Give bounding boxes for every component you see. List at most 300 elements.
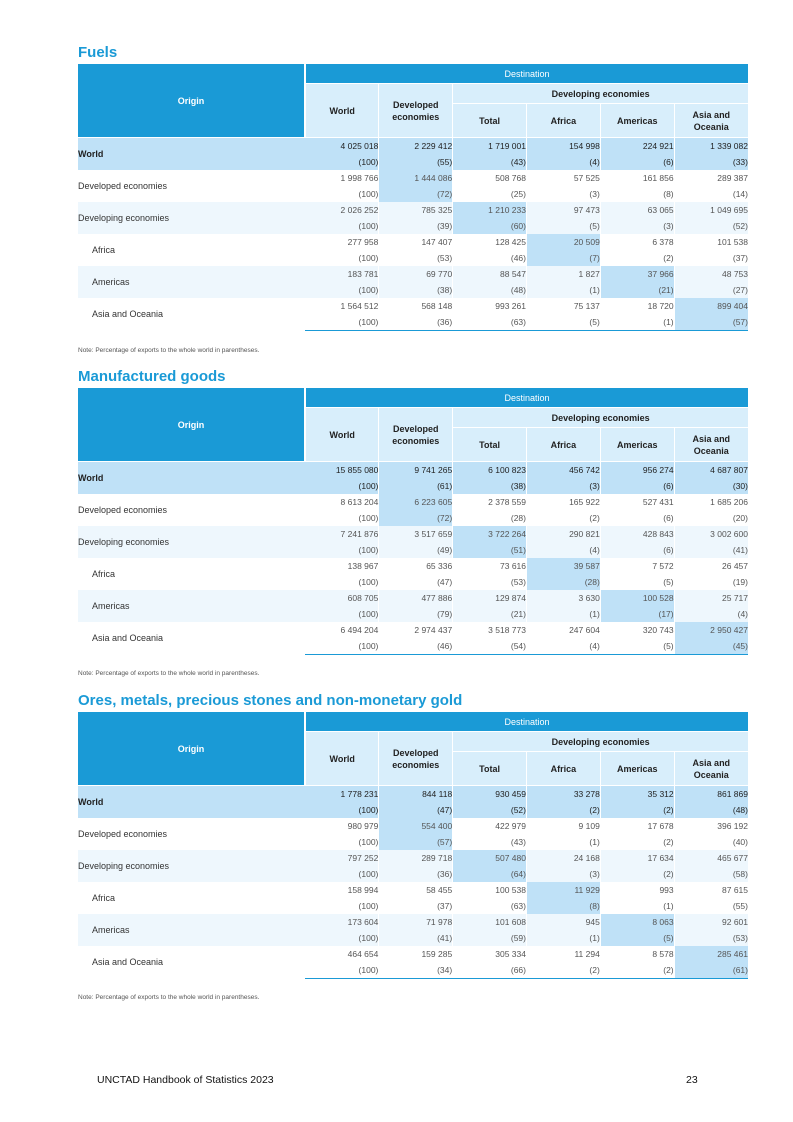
value-cell: 797 252 [305, 850, 379, 866]
developed-header-line2: economies [392, 111, 440, 122]
share-cell: (100) [305, 542, 379, 558]
developed-header-line2: economies [392, 435, 440, 446]
section-title-fuels: Fuels [78, 44, 118, 61]
value-cell: 17 634 [600, 850, 674, 866]
share-cell: (79) [379, 606, 453, 622]
share-cell: (38) [453, 478, 527, 494]
share-cell: (72) [379, 510, 453, 526]
share-cell: (2) [600, 866, 674, 882]
table-row-asia-and-oceania-values [78, 622, 748, 638]
share-cell: (72) [379, 186, 453, 202]
developing-economies-group-header: Developing economies [453, 84, 748, 104]
share-cell: (100) [305, 574, 379, 590]
value-cell: 4 687 807 [674, 462, 748, 479]
share-cell: (45) [674, 638, 748, 655]
value-cell: 4 025 018 [305, 138, 379, 155]
value-cell: 527 431 [600, 494, 674, 510]
table-manufactured-goods [78, 388, 748, 655]
page-number: 23 [686, 1074, 698, 1086]
value-cell: 2 974 437 [379, 622, 453, 638]
value-cell: 48 753 [674, 266, 748, 282]
value-cell: 158 994 [305, 882, 379, 898]
value-cell: 554 400 [379, 818, 453, 834]
value-cell: 6 100 823 [453, 462, 527, 479]
value-cell: 39 587 [527, 558, 601, 574]
table-row-asia-and-oceania-values [78, 298, 748, 314]
value-cell: 3 002 600 [674, 526, 748, 542]
value-cell: 277 958 [305, 234, 379, 250]
total-column-header: Total [453, 104, 527, 138]
value-cell: 2 950 427 [674, 622, 748, 638]
value-cell: 65 336 [379, 558, 453, 574]
table-row-africa-values [78, 558, 748, 574]
share-cell: (36) [379, 866, 453, 882]
section-title-manufactured-goods: Manufactured goods [78, 368, 226, 385]
share-cell: (37) [732, 253, 748, 263]
share-cell: (55) [379, 154, 453, 170]
table-fuels [78, 64, 748, 331]
americas-column-header: Americas [600, 104, 674, 138]
share-cell: (53) [379, 250, 453, 266]
africa-column-header: Africa [527, 428, 601, 462]
value-cell: 6 378 [600, 234, 674, 250]
value-cell: 100 528 [600, 590, 674, 606]
value-cell: 9 741 265 [379, 462, 453, 479]
value-cell: 3 517 659 [379, 526, 453, 542]
share-cell: (63) [453, 314, 527, 331]
developing-economies-group-header: Developing economies [453, 732, 748, 752]
share-cell: (39) [379, 218, 453, 234]
row-label-developing-economies: Developing economies [78, 202, 305, 234]
value-cell: 945 [527, 914, 601, 930]
share-cell: (38) [379, 282, 453, 298]
value-cell: 1 827 [527, 266, 601, 282]
value-cell: 3 630 [527, 590, 601, 606]
value-cell: 15 855 080 [305, 462, 379, 479]
value-cell: 8 063 [600, 914, 674, 930]
developed-economies-column-header [379, 408, 453, 462]
value-cell: 224 921 [600, 138, 674, 155]
value-cell: 173 604 [305, 914, 379, 930]
share-cell: (100) [305, 282, 379, 298]
value-cell: 320 743 [600, 622, 674, 638]
share-cell: (6) [600, 510, 674, 526]
share-cell: (2) [600, 250, 674, 266]
value-cell: 17 678 [600, 818, 674, 834]
value-cell: 154 998 [527, 138, 601, 155]
share-cell: (41) [379, 930, 453, 946]
destination-header: Destination [305, 64, 748, 84]
share-cell: (2) [527, 962, 601, 979]
share-cell: (100) [305, 638, 379, 655]
share-cell: (48) [453, 282, 527, 298]
share-cell: (63) [453, 898, 527, 914]
value-cell: 101 538 [717, 237, 748, 247]
africa-column-header: Africa [527, 752, 601, 786]
share-cell: (48) [674, 802, 748, 818]
value-cell: 128 425 [453, 234, 527, 250]
share-cell: (57) [379, 834, 453, 850]
share-cell: (100) [305, 478, 379, 494]
row-label-americas: Americas [78, 266, 305, 298]
destination-header: Destination [305, 388, 748, 408]
origin-header: Origin [78, 64, 305, 138]
value-cell: 2 026 252 [305, 202, 379, 218]
americas-column-header: Americas [600, 428, 674, 462]
value-cell: 1 339 082 [674, 138, 748, 155]
share-cell: (1) [527, 282, 601, 298]
value-cell: 608 705 [305, 590, 379, 606]
developed-header-line1: Developed [393, 423, 439, 434]
value-cell: 396 192 [717, 821, 748, 831]
value-cell: 568 148 [379, 298, 453, 314]
value-cell: 1 685 206 [710, 497, 748, 507]
share-cell: (2) [600, 962, 674, 979]
table-row-africa-values [78, 234, 748, 250]
value-cell: 101 608 [453, 914, 527, 930]
value-cell: 2 378 559 [453, 494, 527, 510]
row-label-world: World [78, 786, 305, 819]
share-cell: (4) [527, 542, 601, 558]
value-cell: 422 979 [453, 818, 527, 834]
value-cell: 1 564 512 [305, 298, 379, 314]
share-cell: (57) [674, 314, 748, 331]
table-row-americas-values [78, 914, 748, 930]
share-cell: (25) [453, 186, 527, 202]
value-cell: 3 518 773 [453, 622, 527, 638]
share-cell: (27) [674, 282, 748, 298]
table-ores-metals [78, 712, 748, 979]
value-cell: 75 137 [527, 298, 601, 314]
share-cell: (46) [453, 250, 527, 266]
developed-header-line1: Developed [393, 747, 439, 758]
value-cell: 26 457 [722, 561, 748, 571]
share-cell: (19) [732, 577, 748, 587]
value-cell: 785 325 [379, 202, 453, 218]
table-row-americas-values [78, 266, 748, 282]
asia-header-line2: Oceania [693, 121, 729, 132]
world-column-header: World [305, 732, 379, 786]
share-cell: (55) [732, 901, 748, 911]
value-cell: 305 334 [453, 946, 527, 962]
value-cell: 247 604 [527, 622, 601, 638]
share-cell: (43) [453, 154, 527, 170]
share-cell: (100) [305, 218, 379, 234]
row-label-africa: Africa [92, 893, 116, 903]
share-cell: (7) [527, 250, 601, 266]
share-cell: (100) [305, 930, 379, 946]
value-cell: 993 261 [453, 298, 527, 314]
value-cell: 18 720 [600, 298, 674, 314]
row-label-developed-economies: Developed economies [78, 505, 168, 515]
value-cell: 57 525 [527, 170, 601, 186]
share-cell: (20) [732, 513, 748, 523]
table-row-americas-values [78, 590, 748, 606]
value-cell: 138 967 [305, 558, 379, 574]
value-cell: 428 843 [600, 526, 674, 542]
value-cell: 993 [600, 882, 674, 898]
value-cell: 1 719 001 [453, 138, 527, 155]
value-cell: 508 768 [453, 170, 527, 186]
share-cell: (8) [527, 898, 601, 914]
table-row-africa-values [78, 882, 748, 898]
value-cell: 290 821 [527, 526, 601, 542]
value-cell: 1 444 086 [379, 170, 453, 186]
value-cell: 25 717 [674, 590, 748, 606]
asia-header-line2: Oceania [693, 445, 729, 456]
value-cell: 956 274 [600, 462, 674, 479]
value-cell: 9 109 [527, 818, 601, 834]
share-cell: (100) [305, 510, 379, 526]
value-cell: 844 118 [379, 786, 453, 803]
share-cell: (3) [527, 478, 601, 494]
share-cell: (61) [674, 962, 748, 979]
share-cell: (52) [453, 802, 527, 818]
share-cell: (61) [379, 478, 453, 494]
share-cell: (4) [527, 154, 601, 170]
value-cell: 71 978 [379, 914, 453, 930]
share-cell: (5) [527, 314, 601, 331]
share-cell: (28) [453, 510, 527, 526]
table-row-developed-economies-values [78, 818, 748, 834]
share-cell: (3) [600, 218, 674, 234]
value-cell: 1 049 695 [674, 202, 748, 218]
value-cell: 88 547 [453, 266, 527, 282]
share-cell: (1) [527, 834, 601, 850]
share-cell: (36) [379, 314, 453, 331]
value-cell: 507 480 [453, 850, 527, 866]
value-cell: 7 572 [600, 558, 674, 574]
share-cell: (58) [674, 866, 748, 882]
footer-publication-title: UNCTAD Handbook of Statistics 2023 [97, 1074, 274, 1086]
row-label-developing-economies: Developing economies [78, 850, 305, 882]
share-cell: (2) [600, 834, 674, 850]
row-label-africa: Africa [92, 569, 116, 579]
share-cell: (52) [674, 218, 748, 234]
share-cell: (100) [305, 314, 379, 331]
share-cell: (2) [527, 510, 601, 526]
share-cell: (51) [453, 542, 527, 558]
row-label-world: World [78, 138, 305, 171]
value-cell: 1 778 231 [305, 786, 379, 803]
asia-header-line1: Asia and [692, 433, 731, 444]
value-cell: 285 461 [674, 946, 748, 962]
value-cell: 8 578 [600, 946, 674, 962]
value-cell: 930 459 [453, 786, 527, 803]
share-cell: (5) [527, 218, 601, 234]
share-cell: (53) [674, 930, 748, 946]
share-cell: (5) [600, 574, 674, 590]
share-cell: (40) [732, 837, 748, 847]
share-cell: (100) [305, 606, 379, 622]
asia-oceania-column-header [674, 752, 748, 786]
share-cell: (6) [600, 542, 674, 558]
total-column-header: Total [453, 752, 527, 786]
table-row-developing-economies-values [78, 202, 748, 218]
row-label-developed-economies: Developed economies [78, 829, 168, 839]
share-cell: (21) [600, 282, 674, 298]
value-cell: 456 742 [527, 462, 601, 479]
value-cell: 1 998 766 [305, 170, 379, 186]
table-note: Note: Percentage of exports to the whole world in parentheses. [78, 670, 260, 677]
value-cell: 980 979 [305, 818, 379, 834]
share-cell: (49) [379, 542, 453, 558]
value-cell: 100 538 [453, 882, 527, 898]
table-row-world-values [78, 462, 748, 479]
value-cell: 159 285 [379, 946, 453, 962]
total-column-header: Total [453, 428, 527, 462]
value-cell: 464 654 [305, 946, 379, 962]
share-cell: (28) [527, 574, 601, 590]
share-cell: (3) [527, 186, 601, 202]
table-note: Note: Percentage of exports to the whole world in parentheses. [78, 994, 260, 1001]
world-column-header: World [305, 408, 379, 462]
africa-column-header: Africa [527, 104, 601, 138]
share-cell: (46) [379, 638, 453, 655]
value-cell: 69 770 [379, 266, 453, 282]
share-cell: (100) [305, 802, 379, 818]
origin-header: Origin [78, 388, 305, 462]
value-cell: 11 929 [527, 882, 601, 898]
row-label-developed-economies: Developed economies [78, 181, 168, 191]
row-label-americas: Americas [78, 914, 305, 946]
share-cell: (100) [305, 962, 379, 979]
share-cell: (100) [305, 186, 379, 202]
row-label-asia-and-oceania: Asia and Oceania [92, 633, 164, 644]
share-cell: (100) [305, 154, 379, 170]
share-cell: (5) [600, 930, 674, 946]
share-cell: (1) [600, 898, 674, 914]
share-cell: (47) [379, 802, 453, 818]
share-cell: (33) [674, 154, 748, 170]
value-cell: 2 229 412 [379, 138, 453, 155]
table-row-developing-economies-values [78, 526, 748, 542]
value-cell: 20 509 [527, 234, 601, 250]
value-cell: 11 294 [527, 946, 601, 962]
row-label-asia-and-oceania: Asia and Oceania [92, 957, 164, 968]
developed-economies-column-header [379, 732, 453, 786]
value-cell: 3 722 264 [453, 526, 527, 542]
asia-header-line1: Asia and [692, 757, 731, 768]
share-cell: (66) [453, 962, 527, 979]
value-cell: 861 869 [674, 786, 748, 803]
row-label-world: World [78, 462, 305, 495]
destination-header: Destination [305, 712, 748, 732]
value-cell: 33 278 [527, 786, 601, 803]
share-cell: (3) [527, 866, 601, 882]
table-row-world-values [78, 786, 748, 803]
value-cell: 289 387 [717, 173, 748, 183]
share-cell: (2) [527, 802, 601, 818]
share-cell: (1) [527, 930, 601, 946]
share-cell: (37) [379, 898, 453, 914]
table-row-world-values [78, 138, 748, 155]
share-cell: (1) [527, 606, 601, 622]
developed-economies-column-header [379, 84, 453, 138]
row-label-developing-economies: Developing economies [78, 526, 305, 558]
share-cell: (60) [453, 218, 527, 234]
share-cell: (64) [453, 866, 527, 882]
share-cell: (59) [453, 930, 527, 946]
americas-column-header: Americas [600, 752, 674, 786]
value-cell: 97 473 [527, 202, 601, 218]
value-cell: 58 455 [379, 882, 453, 898]
share-cell: (30) [674, 478, 748, 494]
table-row-asia-and-oceania-values [78, 946, 748, 962]
value-cell: 63 065 [600, 202, 674, 218]
share-cell: (21) [453, 606, 527, 622]
value-cell: 899 404 [674, 298, 748, 314]
share-cell: (100) [305, 866, 379, 882]
share-cell: (4) [674, 606, 748, 622]
share-cell: (100) [305, 250, 379, 266]
asia-oceania-column-header [674, 104, 748, 138]
share-cell: (43) [453, 834, 527, 850]
share-cell: (4) [527, 638, 601, 655]
row-label-americas: Americas [78, 590, 305, 622]
value-cell: 73 616 [453, 558, 527, 574]
value-cell: 477 886 [379, 590, 453, 606]
table-note: Note: Percentage of exports to the whole world in parentheses. [78, 347, 260, 354]
value-cell: 161 856 [600, 170, 674, 186]
section-title-ores-metals: Ores, metals, precious stones and non-monetary gold [78, 692, 463, 709]
share-cell: (6) [600, 154, 674, 170]
asia-oceania-column-header [674, 428, 748, 462]
asia-header-line2: Oceania [693, 769, 729, 780]
value-cell: 37 966 [600, 266, 674, 282]
origin-header: Origin [78, 712, 305, 786]
share-cell: (8) [600, 186, 674, 202]
row-label-asia-and-oceania: Asia and Oceania [92, 309, 164, 320]
value-cell: 8 613 204 [305, 494, 379, 510]
share-cell: (47) [379, 574, 453, 590]
share-cell: (100) [305, 898, 379, 914]
world-column-header: World [305, 84, 379, 138]
table-row-developed-economies-values [78, 170, 748, 186]
value-cell: 92 601 [674, 914, 748, 930]
share-cell: (53) [453, 574, 527, 590]
table-row-developed-economies-values [78, 494, 748, 510]
value-cell: 6 494 204 [305, 622, 379, 638]
share-cell: (54) [453, 638, 527, 655]
value-cell: 35 312 [600, 786, 674, 803]
share-cell: (17) [600, 606, 674, 622]
share-cell: (100) [305, 834, 379, 850]
value-cell: 6 223 605 [379, 494, 453, 510]
developed-header-line2: economies [392, 759, 440, 770]
value-cell: 87 615 [722, 885, 748, 895]
value-cell: 1 210 233 [453, 202, 527, 218]
value-cell: 183 781 [305, 266, 379, 282]
share-cell: (2) [600, 802, 674, 818]
share-cell: (14) [732, 189, 748, 199]
share-cell: (1) [600, 314, 674, 331]
row-label-africa: Africa [92, 245, 116, 255]
value-cell: 165 922 [527, 494, 601, 510]
share-cell: (41) [674, 542, 748, 558]
table-row-developing-economies-values [78, 850, 748, 866]
share-cell: (5) [600, 638, 674, 655]
developing-economies-group-header: Developing economies [453, 408, 748, 428]
developed-header-line1: Developed [393, 99, 439, 110]
value-cell: 147 407 [379, 234, 453, 250]
value-cell: 24 168 [527, 850, 601, 866]
share-cell: (34) [379, 962, 453, 979]
value-cell: 465 677 [674, 850, 748, 866]
asia-header-line1: Asia and [692, 109, 731, 120]
value-cell: 289 718 [379, 850, 453, 866]
value-cell: 7 241 876 [305, 526, 379, 542]
